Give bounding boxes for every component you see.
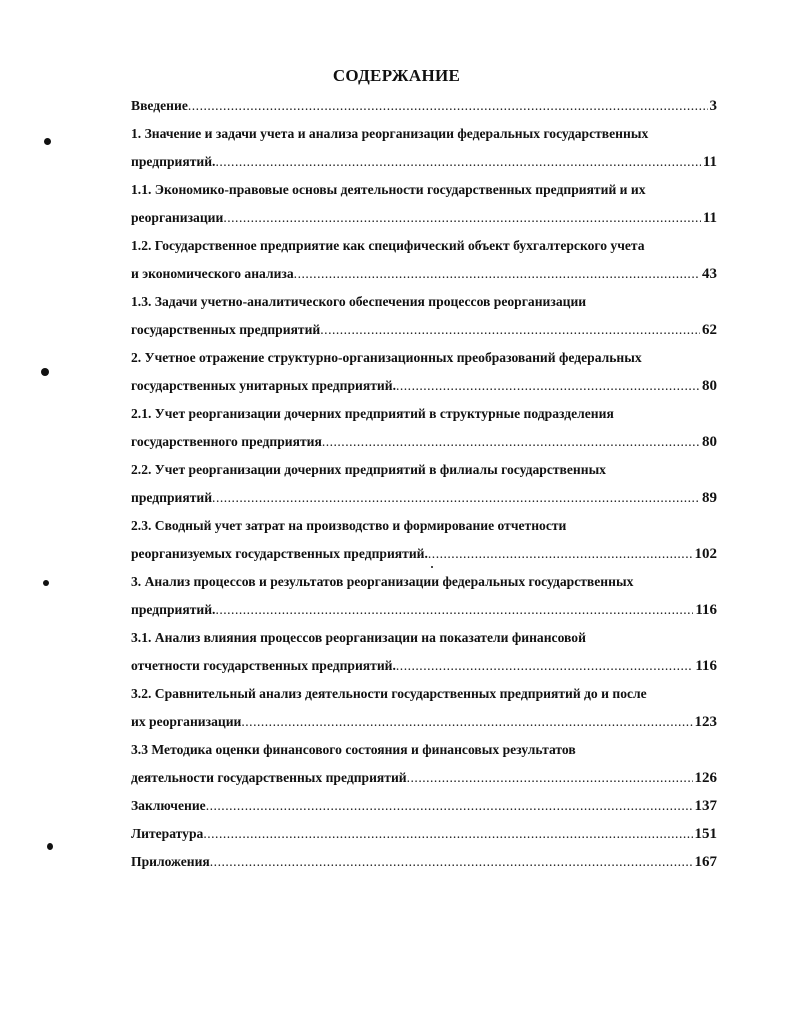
toc-entry-text: 3. Анализ процессов и результатов реорганизации федеральных государственных — [131, 574, 634, 589]
dot-leader — [215, 148, 700, 176]
toc-entry-text: государственных унитарных предприятий. — [131, 378, 396, 393]
toc-page-number: 43 — [702, 266, 717, 282]
toc-line — [131, 344, 717, 372]
toc-entry-text: 3.3 Методика оценки финансового состояния и финансовых результатов — [131, 742, 576, 757]
toc-entry-text: государственных предприятий — [131, 322, 321, 337]
toc-entry-text: 3.2. Сравнительный анализ деятельности государственных предприятий до и после — [131, 686, 647, 701]
toc-entry — [131, 288, 717, 344]
toc-entry-text: предприятий — [131, 490, 213, 505]
dot-leader — [212, 484, 700, 512]
toc-entry — [131, 568, 717, 624]
dot-leader — [428, 540, 693, 568]
toc-line — [131, 652, 717, 680]
table-of-contents — [131, 92, 717, 876]
scan-speck — [43, 580, 49, 586]
toc-line — [131, 204, 717, 232]
toc-line — [131, 512, 717, 540]
toc-entry-text: Приложения — [131, 854, 210, 869]
toc-line — [131, 624, 717, 652]
toc-line — [131, 372, 717, 400]
toc-page-number: 3 — [709, 98, 717, 114]
toc-line — [131, 680, 717, 708]
scan-speck — [47, 843, 53, 850]
toc-entry — [131, 344, 717, 400]
toc-page-number: 89 — [702, 490, 717, 506]
toc-page-number: 11 — [702, 210, 717, 226]
toc-page-number: 116 — [695, 602, 717, 618]
toc-entry-text: 1. Значение и задачи учета и анализа реорганизации федеральных государственных — [131, 126, 649, 141]
toc-entry-text: предприятий. — [131, 602, 216, 617]
toc-line — [131, 820, 717, 848]
scan-speck — [431, 566, 433, 568]
toc-entry — [131, 736, 717, 792]
toc-entry-text: реорганизации — [131, 210, 224, 225]
toc-page-number: 126 — [694, 770, 717, 786]
toc-line — [131, 736, 717, 764]
toc-line — [131, 176, 717, 204]
toc-line — [131, 792, 717, 820]
toc-entry-text: Заключение — [131, 798, 206, 813]
toc-line — [131, 764, 717, 792]
dot-leader — [203, 820, 692, 848]
dot-leader — [241, 708, 692, 736]
toc-entry-text: Введение — [131, 98, 188, 113]
toc-entry-text: 2.1. Учет реорганизации дочерних предприятий в структурные подразделения — [131, 406, 614, 421]
toc-entry-text: 1.1. Экономико-правовые основы деятельности государственных предприятий и их — [131, 182, 646, 197]
toc-line — [131, 568, 717, 596]
toc-entry — [131, 176, 717, 232]
toc-entry-text: предприятий. — [131, 154, 216, 169]
toc-entry-text: 3.1. Анализ влияния процессов реорганизации на показатели финансовой — [131, 630, 586, 645]
toc-entry — [131, 232, 717, 288]
toc-entry-text: 1.2. Государственное предприятие как специфический объект бухгалтерского учета — [131, 238, 645, 253]
toc-line — [131, 260, 717, 288]
toc-line — [131, 288, 717, 316]
dot-leader — [320, 316, 700, 344]
toc-entry-text: 2.2. Учет реорганизации дочерних предприятий в филиалы государственных — [131, 462, 606, 477]
toc-entry-text: 2.3. Сводный учет затрат на производство и формирование отчетности — [131, 518, 567, 533]
toc-page-number: 137 — [694, 798, 717, 814]
toc-entry-text: 2. Учетное отражение структурно-организационных преобразований федеральных — [131, 350, 642, 365]
toc-entry — [131, 512, 717, 568]
toc-entry — [131, 400, 717, 456]
toc-entry-text: и экономического анализа — [131, 266, 294, 281]
toc-entry-text: деятельности государственных предприятий — [131, 770, 407, 785]
page-title: СОДЕРЖАНИЕ — [332, 66, 461, 85]
dot-leader — [215, 596, 693, 624]
toc-page-number: 80 — [702, 378, 717, 394]
toc-entry — [131, 848, 717, 876]
toc-entry-text: реорганизуемых государственных предприятий. — [131, 546, 428, 561]
toc-page-number: 167 — [694, 854, 717, 870]
toc-page-number: 11 — [702, 154, 717, 170]
toc-entry-text: Литература — [131, 826, 204, 841]
toc-entry — [131, 120, 717, 176]
toc-entry — [131, 456, 717, 512]
toc-page-number: 80 — [702, 434, 717, 450]
toc-line — [131, 456, 717, 484]
toc-entry — [131, 680, 717, 736]
dot-leader — [407, 764, 693, 792]
dot-leader — [396, 652, 693, 680]
toc-entry-text: государственного предприятия — [131, 434, 322, 449]
dot-leader — [223, 204, 700, 232]
dot-leader — [294, 260, 700, 288]
toc-page-number: 151 — [694, 826, 717, 842]
toc-line — [131, 428, 717, 456]
toc-line — [131, 708, 717, 736]
toc-page-number: 62 — [702, 322, 717, 338]
toc-entry-text: отчетности государственных предприятий. — [131, 658, 396, 673]
toc-line — [131, 148, 717, 176]
toc-entry — [131, 92, 717, 120]
toc-entry-text: 1.3. Задачи учетно-аналитического обеспечения процессов реорганизации — [131, 294, 587, 309]
dot-leader — [396, 372, 700, 400]
dot-leader — [206, 792, 693, 820]
toc-line — [131, 540, 717, 568]
toc-entry-text: их реорганизации — [131, 714, 242, 729]
dot-leader — [210, 848, 693, 876]
toc-page-number: 123 — [694, 714, 717, 730]
toc-line — [131, 316, 717, 344]
scan-speck — [44, 138, 51, 145]
dot-leader — [322, 428, 700, 456]
toc-line — [131, 400, 717, 428]
toc-page-number: 116 — [695, 658, 717, 674]
dot-leader — [188, 92, 708, 120]
toc-line — [131, 120, 717, 148]
toc-entry — [131, 624, 717, 680]
scan-speck — [41, 368, 49, 376]
toc-line — [131, 848, 717, 876]
toc-line — [131, 92, 717, 120]
toc-entry — [131, 792, 717, 820]
toc-line — [131, 596, 717, 624]
toc-page-number: 102 — [694, 546, 717, 562]
toc-entry — [131, 820, 717, 848]
toc-line — [131, 484, 717, 512]
toc-line — [131, 232, 717, 260]
